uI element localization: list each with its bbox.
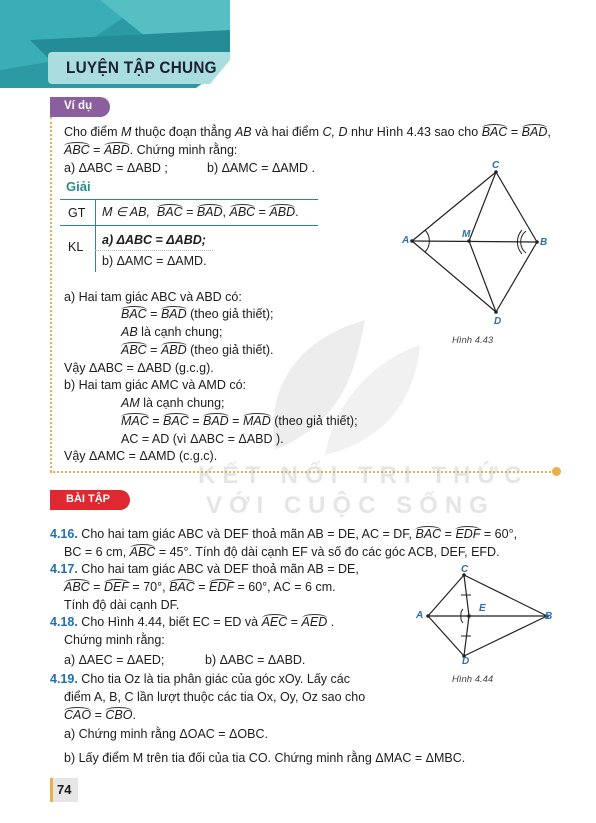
point-label-a-444: A <box>416 610 424 621</box>
example-tab: Ví dụ <box>50 97 110 117</box>
gt-bottom-line <box>60 225 318 226</box>
point-label-e-444: E <box>479 603 486 614</box>
figure-4-44-caption: Hình 4.44 <box>452 674 494 685</box>
solution-a-line3: ABC = ABD (theo giả thiết). <box>121 343 274 357</box>
gt-top-line <box>60 199 318 200</box>
exercise-4-18-line2: Chứng minh rằng: <box>64 633 165 647</box>
solution-a-line1: BAC = BAD (theo giả thiết); <box>121 307 274 321</box>
solution-label: Giải <box>66 179 91 194</box>
exercise-4-18-b: b) ΔABC = ΔABD. <box>205 653 306 667</box>
example-border-left <box>50 117 52 472</box>
solution-b-line1: AM là cạnh chung; <box>121 396 225 410</box>
exercise-4-16-line2: BC = 6 cm, ABC = 45°. Tính độ dài cạnh EF và số đo các góc ACB, DEF, EFD. <box>64 545 500 559</box>
exercise-4-16-line1: 4.16. Cho hai tam giác ABC và DEF thoả mãn AB = DE, AC = DF, BAC = EDF = 60°, <box>50 527 518 541</box>
example-border-dot <box>552 467 561 476</box>
solution-b-conclusion: Vậy ΔAMC = ΔAMD (c.g.c). <box>64 449 218 463</box>
page-number-accent <box>50 778 53 802</box>
example-problem-line2: ABC = ABD. Chứng minh rằng: <box>64 143 238 157</box>
example-task-b: b) ΔAMC = ΔAMD . <box>207 161 316 175</box>
gt-divider <box>95 199 96 272</box>
exercise-4-19-a: a) Chứng minh rằng ΔOAC = ΔOBC. <box>64 727 268 741</box>
exercise-4-18-line1: 4.18. Cho Hình 4.44, biết EC = ED và AEC = AED . <box>50 615 335 629</box>
exercise-4-17-line3: Tính độ dài cạnh DF. <box>64 598 180 612</box>
kl-divider <box>95 250 213 251</box>
solution-a-line2: AB là cạnh chung; <box>121 325 223 339</box>
solution-b-line3: AC = AD (vì ΔABC = ΔABD ). <box>121 432 284 446</box>
exercise-4-17-line2: ABC = DEF = 70°, BAC = EDF = 60°, AC = 6 cm. <box>64 580 336 594</box>
kl-b: b) ΔAMC = ΔAMD. <box>102 254 207 268</box>
point-label-b: B <box>540 237 548 248</box>
exercises-tab: BÀI TẬP <box>50 490 130 510</box>
example-problem-line1: Cho điểm M thuộc đoạn thẳng AB và hai điểm C, D như Hình 4.43 sao cho BAC = BAD, <box>64 125 551 139</box>
exercise-4-19-b: b) Lấy điểm M trên tia đối của tia CO. Chứng minh rằng ΔMAC = ΔMBC. <box>64 751 466 765</box>
figure-4-43 <box>395 150 575 340</box>
figure-4-43-caption: Hình 4.43 <box>452 335 494 346</box>
point-label-d-444: D <box>462 656 470 667</box>
solution-a-conclusion: Vậy ΔABC = ΔABD (g.c.g). <box>64 361 214 375</box>
solution-b-line2: MAC = BAC = BAD = MAD (theo giả thiết); <box>121 414 358 428</box>
solution-a-intro: a) Hai tam giác ABC và ABD có: <box>64 290 242 304</box>
page-number: 74 <box>57 782 72 797</box>
gt-label: GT <box>68 206 86 220</box>
watermark-line2: VỚI CUỘC SỐNG <box>206 492 495 519</box>
exercise-4-19-line2: điểm A, B, C lần lượt thuộc các tia Ox, Oy, Oz sao cho <box>64 690 366 704</box>
kl-label: KL <box>68 240 84 254</box>
point-label-d: D <box>494 316 502 327</box>
watermark-line1: KẾT NỐI TRI THỨC <box>198 462 529 489</box>
exercise-4-19-line3: CAO = CBO. <box>64 708 136 722</box>
point-label-m: M <box>462 229 471 240</box>
exercise-4-19-line1: 4.19. Cho tia Oz là tia phân giác của góc xOy. Lấy các <box>50 672 350 686</box>
point-label-c: C <box>492 160 500 171</box>
header-band <box>0 0 596 96</box>
kl-a: a) ΔABC = ΔABD; <box>102 233 206 247</box>
page-title: LUYỆN TẬP CHUNG <box>66 58 217 77</box>
gt-content: M ∈ AB, BAC = BAD, ABC = ABD. <box>102 205 299 219</box>
exercise-4-18-a: a) ΔAEC = ΔAED; <box>64 653 165 667</box>
point-label-a: A <box>402 235 410 246</box>
point-label-c-444: C <box>461 564 469 575</box>
figure-4-44 <box>415 565 565 670</box>
solution-b-intro: b) Hai tam giác AMC và AMD có: <box>64 378 247 392</box>
example-task-a: a) ΔABC = ΔABD ; <box>64 161 168 175</box>
exercise-4-17-line1: 4.17. Cho hai tam giác ABC và DEF thoả mãn AB = DE, <box>50 562 359 576</box>
point-label-b-444: B <box>545 611 553 622</box>
